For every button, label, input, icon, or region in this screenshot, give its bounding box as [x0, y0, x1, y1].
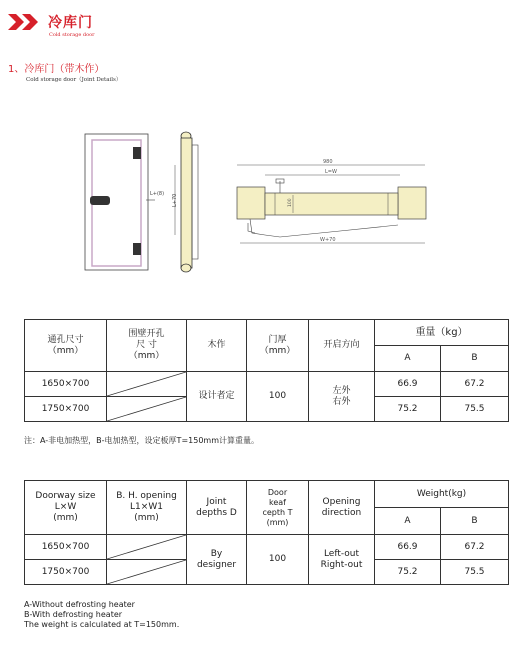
header-thickness: 门厚 （mm） — [247, 320, 309, 372]
dim-100-label: 100 — [288, 198, 293, 207]
dim-w70-label: W+70 — [320, 237, 336, 243]
cell-wall-empty — [107, 560, 187, 585]
header-wall-opening: B. H. opening L1×W1 (mm) — [107, 481, 187, 535]
cell-wall-empty — [107, 397, 187, 422]
header-opening: Doorway size L×W (mm) — [25, 481, 107, 535]
dim-lw-label: L=W — [325, 169, 337, 175]
cell-joint: 设计者定 — [187, 372, 247, 422]
dim-980-label: 980 — [323, 159, 333, 165]
spec-table-cn — [24, 319, 509, 422]
note-cn: 注：A-非电加热型，B-电加热型，设定板厚T=150mm计算重量。 — [24, 436, 260, 445]
cell-thickness: 100 — [247, 535, 309, 585]
door-handle — [90, 196, 110, 205]
table-row — [25, 372, 509, 397]
door-side-view — [172, 132, 198, 272]
cell-direction: Left-out Right-out — [309, 535, 375, 585]
header-thickness: Door keaf cepth T (mm) — [247, 481, 309, 535]
table-row — [25, 535, 509, 560]
cell-size: 1750×700 — [25, 560, 107, 585]
cell-wall-empty — [107, 535, 187, 560]
door-front-view — [85, 134, 164, 270]
cell-weight-b: 67.2 — [441, 535, 509, 560]
cell-weight-a: 66.9 — [375, 535, 441, 560]
cell-weight-a: 75.2 — [375, 397, 441, 422]
header-a: A — [375, 346, 441, 372]
page-title: 冷库门 — [48, 15, 93, 31]
cell-joint: By designer — [187, 535, 247, 585]
cell-size: 1650×700 — [25, 535, 107, 560]
cell-weight-a: 75.2 — [375, 560, 441, 585]
cell-weight-b: 75.5 — [441, 560, 509, 585]
lower-hinge — [133, 243, 141, 255]
spec-table-en — [24, 480, 509, 585]
dim-l70-label: L+70 — [172, 193, 178, 207]
header-joint: 木作 — [187, 320, 247, 372]
cell-direction: 左外 右外 — [309, 372, 375, 422]
section-subtitle: Cold storage door（Joint Details） — [26, 77, 122, 83]
cell-wall-empty — [107, 372, 187, 397]
note-line: B-With defrosting heater — [24, 610, 123, 619]
door-plan-view — [237, 159, 426, 243]
header-direction: 开启方向 — [309, 320, 375, 372]
header-joint: Joint depths D — [187, 481, 247, 535]
double-chevron-icon — [8, 14, 42, 30]
header-weight: Weight(kg) — [375, 481, 509, 508]
header-a: A — [375, 508, 441, 535]
cell-weight-b: 75.5 — [441, 397, 509, 422]
section-title: 1、冷库门（带木作） — [8, 64, 105, 75]
cell-weight-b: 67.2 — [441, 372, 509, 397]
cell-size: 1750×700 — [25, 397, 107, 422]
header-opening: 通孔尺寸 （mm） — [25, 320, 107, 372]
header-b: B — [441, 508, 509, 535]
table-row — [25, 481, 509, 508]
header-weight: 重量（kg） — [375, 320, 509, 346]
header-b: B — [441, 346, 509, 372]
cell-size: 1650×700 — [25, 372, 107, 397]
note-line: A-Without defrosting heater — [24, 600, 135, 609]
note-line: The weight is calculated at T=150mm. — [24, 620, 180, 629]
cell-thickness: 100 — [247, 372, 309, 422]
notes-en — [24, 600, 179, 630]
page-subtitle: Cold storage door — [49, 32, 95, 38]
table-row — [25, 320, 509, 346]
header-direction: Opening direction — [309, 481, 375, 535]
dim-l-label: L+(8) — [150, 191, 165, 197]
door-technical-drawing — [80, 125, 440, 285]
cell-weight-a: 66.9 — [375, 372, 441, 397]
upper-hinge — [133, 147, 141, 159]
header-wall-opening: 围壁开孔 尺 寸 （mm） — [107, 320, 187, 372]
